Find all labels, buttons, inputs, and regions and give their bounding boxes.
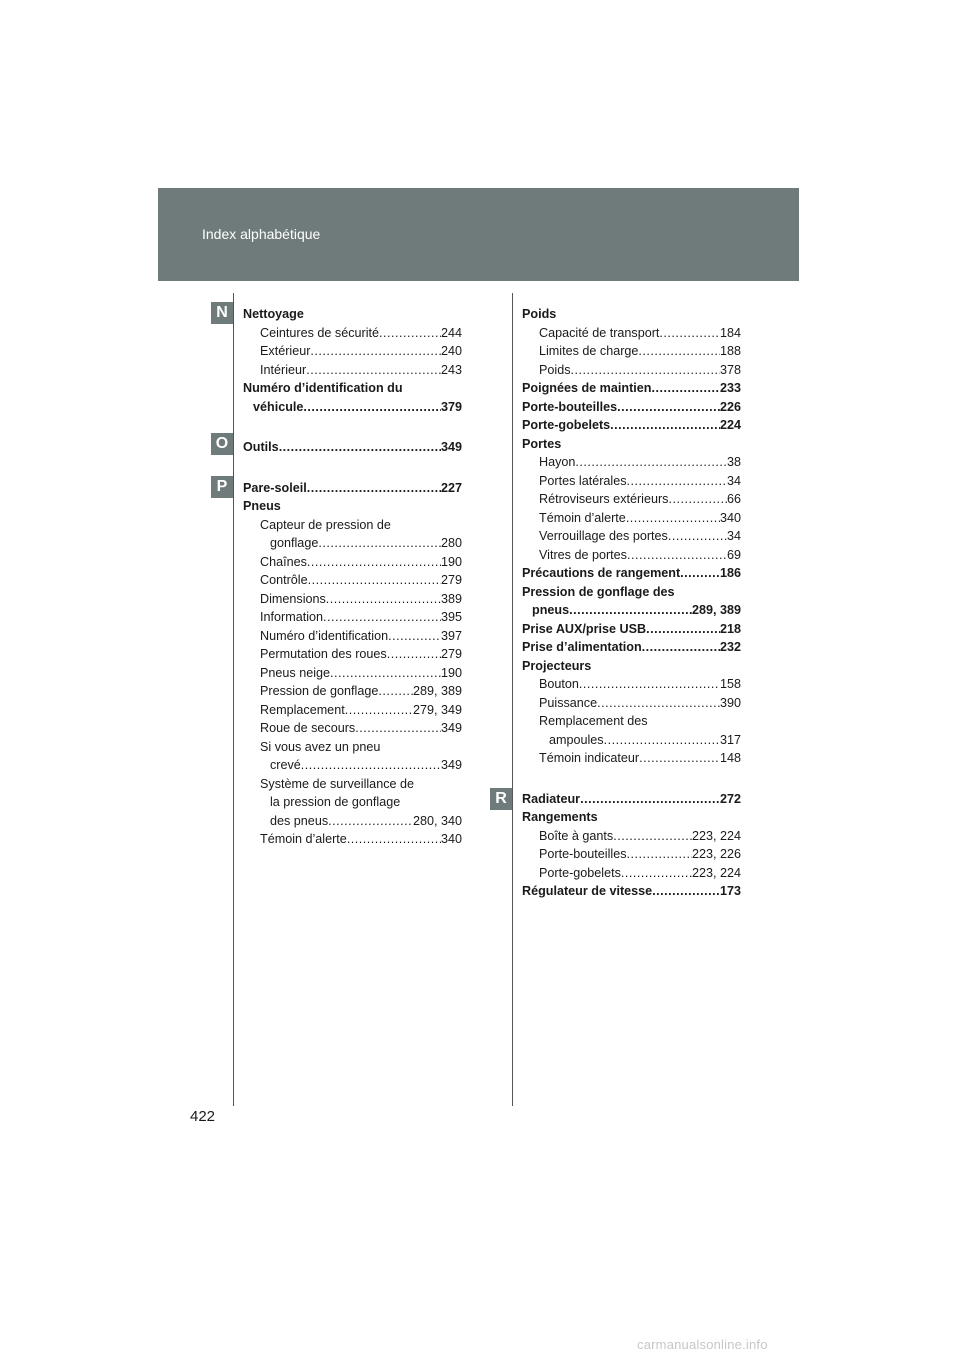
index-entry: Hayon ..... 38 [522,453,741,472]
page-ref: 280, 340 [412,813,462,828]
page-ref: 340 [719,510,741,525]
page-ref: 272 [719,791,741,806]
index-subheading: la pression de gonflage [270,795,401,809]
watermark: carmanualsonline.info [637,1337,768,1352]
index-entry: Régulateur de vitesse ..... 173 [522,882,741,901]
index-entry: Pneus neige ..... 190 [243,664,462,683]
page-ref: 158 [719,677,741,691]
page-ref: 289, 389 [691,603,741,617]
page-ref: 379 [440,399,462,414]
page-ref: 227 [440,480,462,495]
chapter-header [158,188,799,281]
index-entry: Contrôle ..... 279 [243,571,462,590]
index-subheading: Remplacement des [539,714,648,728]
page-ref: 173 [719,884,741,898]
index-column-right [522,305,741,901]
index-column-left [243,305,462,849]
index-heading: Nettoyage [243,307,304,321]
index-entry: Dimensions ..... 389 [243,590,462,609]
page-ref: 289, 389 [412,684,462,698]
page-ref: 190 [440,665,462,680]
page-ref: 232 [719,640,741,654]
index-entry: Outils ..... 349 [243,438,462,457]
index-entry: Permutation des roues ..... 279 [243,645,462,664]
index-entry: Porte-gobelets ..... 223, 224 [522,864,741,883]
page-ref: 223, 226 [691,847,741,861]
page-ref: 279 [440,573,462,587]
letter-tab-r: R [490,788,512,810]
index-entry: crevé ..... 349 [243,756,462,775]
index-entry: Information ..... 395 [243,608,462,627]
letter-tab-p: P [211,476,233,498]
page-ref: 395 [440,610,462,624]
index-heading: Rangements [522,810,598,824]
index-entry: Puissance ..... 390 [522,694,741,713]
page-ref: 280 [440,536,462,550]
page-ref: 340 [440,832,462,846]
letter-tab-n: N [211,302,233,324]
index-entry: Radiateur ..... 272 [522,790,741,809]
index-entry: Verrouillage des portes ..... 34 [522,527,741,546]
page-ref: 349 [440,440,462,454]
page-ref: 243 [440,362,462,377]
page-ref: 190 [440,554,462,569]
page-ref: 279, 349 [412,702,462,717]
page-ref: 390 [719,695,741,710]
page-ref: 218 [719,621,741,636]
page-ref: 186 [719,566,741,580]
index-entry: Prise AUX/prise USB ..... 218 [522,620,741,639]
index-entry: Témoin indicateur ..... 148 [522,749,741,768]
index-entry: Porte-gobelets ..... 224 [522,416,741,435]
index-entry: Boîte à gants ..... 223, 224 [522,827,741,846]
page-ref: 349 [440,721,462,735]
index-heading: Numéro d’identification du [243,381,403,395]
page-ref: 279 [440,647,462,661]
index-entry: Intérieur ..... 243 [243,361,462,380]
index-entry: Roue de secours ..... 349 [243,719,462,738]
page-ref: 223, 224 [691,865,741,880]
index-entry: Capacité de transport ..... 184 [522,324,741,343]
index-entry: Pression de gonflage ..... 289, 389 [243,682,462,701]
index-entry: Limites de charge ..... 188 [522,342,741,361]
index-entry: Poids ..... 378 [522,361,741,380]
page-ref: 148 [719,751,741,765]
index-entry: Pare-soleil ..... 227 [243,479,462,498]
page-ref: 69 [726,547,741,562]
index-heading: Poids [522,307,557,321]
index-subheading: Si vous avez un pneu [260,739,381,754]
page-ref: 226 [719,399,741,414]
index-entry: Témoin d’alerte ..... 340 [243,830,462,849]
page-ref: 224 [719,418,741,432]
index-heading: Portes [522,436,562,451]
index-entry: Remplacement ..... 279, 349 [243,701,462,720]
index-entry: Extérieur ..... 240 [243,342,462,361]
index-entry: Rétroviseurs extérieurs ..... 66 [522,490,741,509]
index-entry: Vitres de portes ..... 69 [522,546,741,565]
index-entry: Bouton ..... 158 [522,675,741,694]
index-entry: Prise d’alimentation ..... 232 [522,638,741,657]
page-ref: 317 [719,732,741,747]
index-entry: véhicule ..... 379 [243,398,462,417]
index-entry: gonflage ..... 280 [243,534,462,553]
index-subheading: Système de surveillance de [260,776,415,791]
index-entry: Précautions de rangement ..... 186 [522,564,741,583]
index-entry: Porte-bouteilles ..... 223, 226 [522,845,741,864]
index-entry: ampoules ..... 317 [522,731,741,750]
page-number: 422 [190,1108,216,1125]
page-ref: 34 [726,529,741,543]
middle-column-rule [512,293,513,1106]
letter-tab-o: O [211,433,233,455]
page-ref: 244 [440,325,462,340]
index-entry: Poignées de maintien ..... 233 [522,379,741,398]
page-ref: 34 [726,473,741,488]
index-entry: Chaînes ..... 190 [243,553,462,572]
page-ref: 349 [440,758,462,772]
index-entry: des pneus ..... 280, 340 [243,812,462,831]
index-subheading: Capteur de pression de [260,517,391,532]
page-ref: 233 [719,381,741,395]
page-ref: 184 [719,325,741,340]
page-ref: 397 [440,628,462,643]
page-ref: 223, 224 [691,828,741,843]
index-entry: Numéro d’identification ..... 397 [243,627,462,646]
left-column-rule [233,293,234,1106]
page-ref: 188 [719,344,741,358]
page-ref: 389 [440,591,462,606]
index-entry: Ceintures de sécurité ..... 244 [243,324,462,343]
index-entry: Porte-bouteilles ..... 226 [522,398,741,417]
index-entry: Portes latérales ..... 34 [522,472,741,491]
index-heading: Projecteurs [522,658,592,673]
header-title: Index alphabétique [202,226,321,242]
index-heading: Pression de gonflage des [522,584,675,599]
page-ref: 378 [719,362,741,377]
index-entry: pneus ..... 289, 389 [522,601,741,620]
index-entry: Témoin d’alerte ..... 340 [522,509,741,528]
index-heading: Pneus [243,499,281,513]
page-ref: 66 [726,492,741,506]
page-ref: 38 [726,455,741,469]
page-ref: 240 [440,344,462,358]
